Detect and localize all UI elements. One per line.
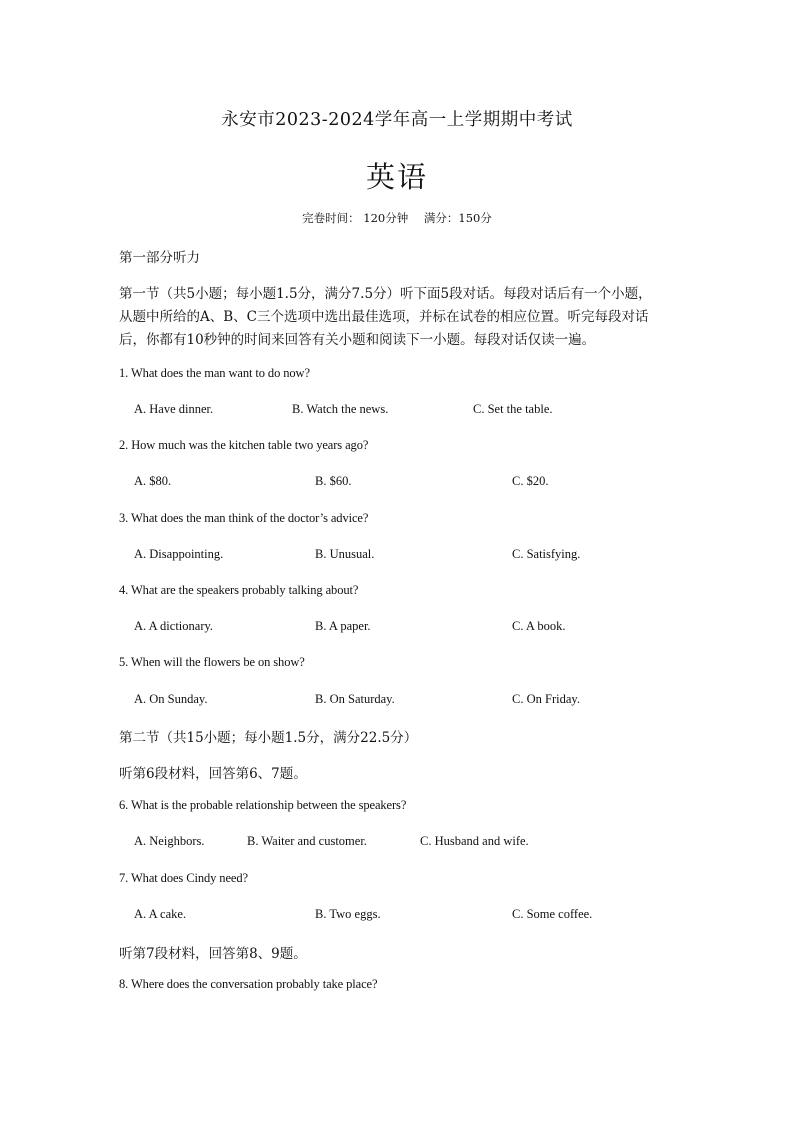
q3-option-b: B. Unusual.: [315, 547, 375, 561]
section1-intro-line2: 从题中所给的A、B、C三个选项中选出最佳选项，并标在试卷的相应位置。听完每段对话: [119, 309, 649, 325]
score-label: 满分：150分: [423, 211, 492, 225]
question-3: 3. What does the man think of the doctor’s advice?: [119, 511, 369, 525]
question-6: 6. What is the probable relationship between the speakers?: [119, 798, 407, 812]
question-7: 7. What does Cindy need?: [119, 871, 248, 885]
q7-option-b: B. Two eggs.: [315, 907, 381, 921]
q4-option-c: C. A book.: [512, 619, 566, 633]
exam-title: 永安市2023-2024学年高一上学期期中考试: [221, 110, 573, 130]
q5-option-a: A. On Sunday.: [134, 692, 208, 706]
section1-intro-line3: 后，你都有10秒钟的时间来回答有关小题和阅读下一小题。每段对话仅读一遍。: [119, 332, 596, 348]
question-5: 5. When will the flowers be on show?: [119, 655, 305, 669]
part-heading: 第一部分听力: [119, 250, 200, 266]
q7-option-a: A. A cake.: [134, 907, 187, 921]
q5-option-b: B. On Saturday.: [315, 692, 395, 706]
question-1: 1. What does the man want to do now?: [119, 366, 310, 380]
q6-option-a: A. Neighbors.: [134, 834, 205, 848]
q5-option-c: C. On Friday.: [512, 692, 580, 706]
q6-option-c: C. Husband and wife.: [420, 834, 529, 848]
exam-meta: [0, 210, 794, 226]
q1-option-a: A. Have dinner.: [134, 402, 214, 416]
section2-intro: 第二节（共15小题；每小题1.5分，满分22.5分）: [119, 730, 418, 746]
q3-option-a: A. Disappointing.: [134, 547, 224, 561]
q2-option-b: B. $60.: [315, 474, 352, 488]
q3-option-c: C. Satisfying.: [512, 547, 581, 561]
q2-option-c: C. $20.: [512, 474, 549, 488]
question-8: 8. Where does the conversation probably take place?: [119, 977, 378, 991]
q1-option-b: B. Watch the news.: [292, 402, 389, 416]
question-4: 4. What are the speakers probably talking about?: [119, 583, 359, 597]
q1-option-c: C. Set the table.: [473, 402, 553, 416]
q6-option-b: B. Waiter and customer.: [247, 834, 367, 848]
q4-option-b: B. A paper.: [315, 619, 371, 633]
time-label: 完卷时间： 120分钟: [302, 211, 409, 225]
subject-title: 英语: [365, 160, 428, 194]
question-2: 2. How much was the kitchen table two years ago?: [119, 438, 369, 452]
material-6-instruction: 听第6段材料，回答第6、7题。: [119, 766, 307, 782]
section1-intro-line1: 第一节（共5小题；每小题1.5分，满分7.5分）听下面5段对话。每段对话后有一个小题，: [119, 286, 652, 302]
q7-option-c: C. Some coffee.: [512, 907, 593, 921]
material-7-instruction: 听第7段材料，回答第8、9题。: [119, 946, 307, 962]
q4-option-a: A. A dictionary.: [134, 619, 214, 633]
q2-option-a: A. $80.: [134, 474, 172, 488]
